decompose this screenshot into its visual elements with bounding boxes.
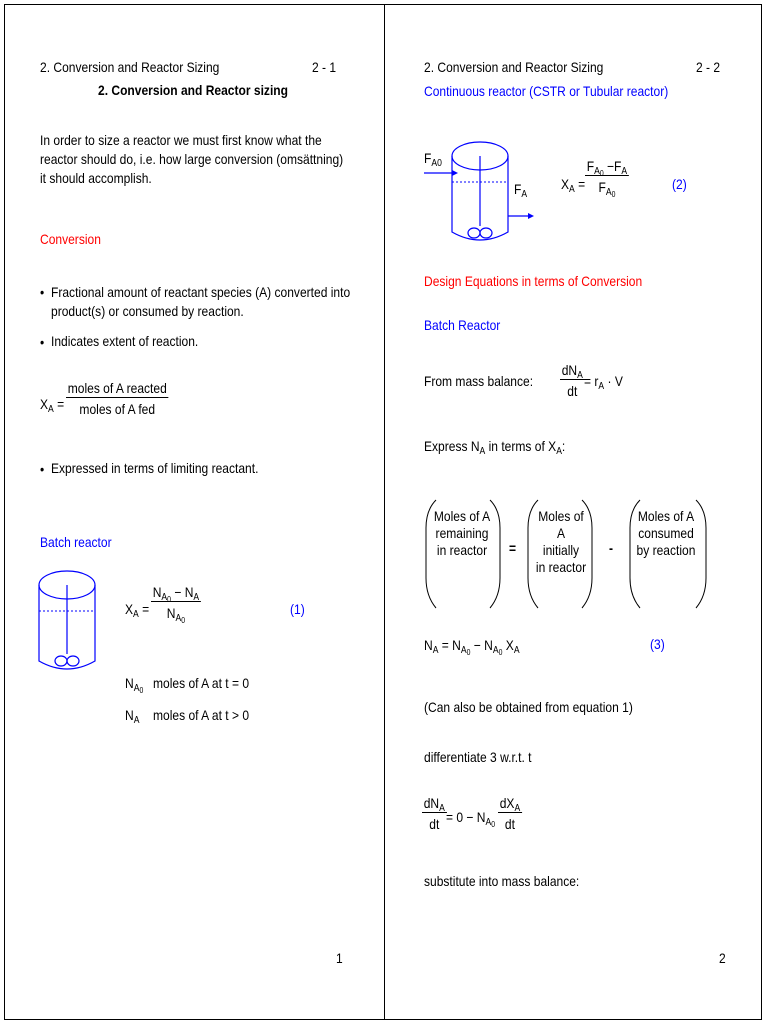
box-consumed: Moles of A consumed by reaction: [636, 508, 696, 558]
bullet-icon: •: [40, 284, 45, 300]
def-na-text: moles of A at t > 0: [153, 707, 250, 723]
batch-reactor-heading: Batch reactor: [40, 534, 112, 550]
page-divider: [384, 4, 385, 1020]
eq2-fraction: $\frac{F_{A_0} -F_A}{F_{A_0}}$: [586, 158, 628, 199]
xa-def-fraction: moles of A reacted moles of A fed: [67, 380, 167, 417]
def-na0: $N_{A_0}$: [125, 675, 144, 695]
batch-reactor-icon: [36, 568, 100, 680]
page1-number: 1: [336, 950, 343, 966]
eq1-number: (1): [290, 601, 305, 617]
batch-reactor-heading-2: Batch Reactor: [424, 317, 501, 333]
continuous-reactor-heading: Continuous reactor (CSTR or Tubular reactor): [424, 83, 669, 99]
mass-balance-fraction: $dN_A$ dt: [561, 362, 583, 399]
page1-header-left: 2. Conversion and Reactor Sizing: [40, 59, 220, 75]
bullet-icon: •: [40, 334, 45, 350]
deq-middle: = $0 - N_{A_0}$: [446, 809, 496, 829]
eq1-lhs: $X_A$ =: [125, 601, 150, 620]
bullet-1: Fractional amount of reactant species (A) converted into product(s) or consumed by reaction.: [51, 284, 351, 319]
bullet-3: Expressed in terms of limiting reactant.: [51, 460, 259, 476]
box-initially: Moles of A initially in reactor: [535, 508, 587, 575]
differentiate-text: differentiate 3 w.r.t. t: [424, 749, 532, 765]
box-equals: =: [509, 540, 517, 556]
bullet-2: Indicates extent of reaction.: [51, 333, 199, 349]
design-equations-heading: Design Equations in terms of Conversion: [424, 273, 643, 289]
page2-number: 2: [719, 950, 726, 966]
dna-dt-fraction: $dN_A$ dt: [423, 795, 445, 832]
fa0-label: $F_{A0}$: [424, 150, 442, 169]
substitute-text: substitute into mass balance:: [424, 873, 580, 889]
dxa-dt-fraction: $dX_A$ dt: [499, 795, 521, 832]
bullet-icon: •: [40, 461, 45, 477]
page1-header-right: 2 - 1: [312, 59, 337, 75]
mass-balance-rhs: = $r_A \cdot V$: [584, 373, 623, 392]
also-obtained-text: (Can also be obtained from equation 1): [424, 699, 633, 715]
eq2-lhs: $X_A$ =: [561, 176, 586, 195]
express-na-text: Express $N_A$ in terms of $X_A$:: [424, 438, 566, 457]
box-remaining: Moles of A remaining in reactor: [433, 508, 491, 558]
box-minus: -: [609, 540, 614, 556]
conversion-heading: Conversion: [40, 231, 101, 247]
page2-header-left: 2. Conversion and Reactor Sizing: [424, 59, 604, 75]
page1-title: 2. Conversion and Reactor sizing: [98, 82, 289, 98]
page1-intro: In order to size a reactor we must first know what the reactor should do, i.e. how large conversion (omsättning) it should accomplish.: [40, 132, 344, 186]
eq2-number: (2): [672, 176, 687, 192]
fa-label: $F_A$: [514, 181, 528, 200]
eq3-number: (3): [650, 636, 665, 652]
xa-def-lhs: $X_A$ =: [40, 396, 65, 415]
eq3: $N_A = N_{A_0} - N_{A_0}$ $X_A$: [424, 637, 520, 657]
def-na: $N_A$: [125, 707, 140, 726]
mass-balance-label: From mass balance:: [424, 373, 534, 389]
def-na0-text: moles of A at t = 0: [153, 675, 250, 691]
page2-header-right: 2 - 2: [696, 59, 721, 75]
eq1-fraction: $\frac{N_{A_0} - N_A}{N_{A_0}}$: [152, 584, 200, 625]
